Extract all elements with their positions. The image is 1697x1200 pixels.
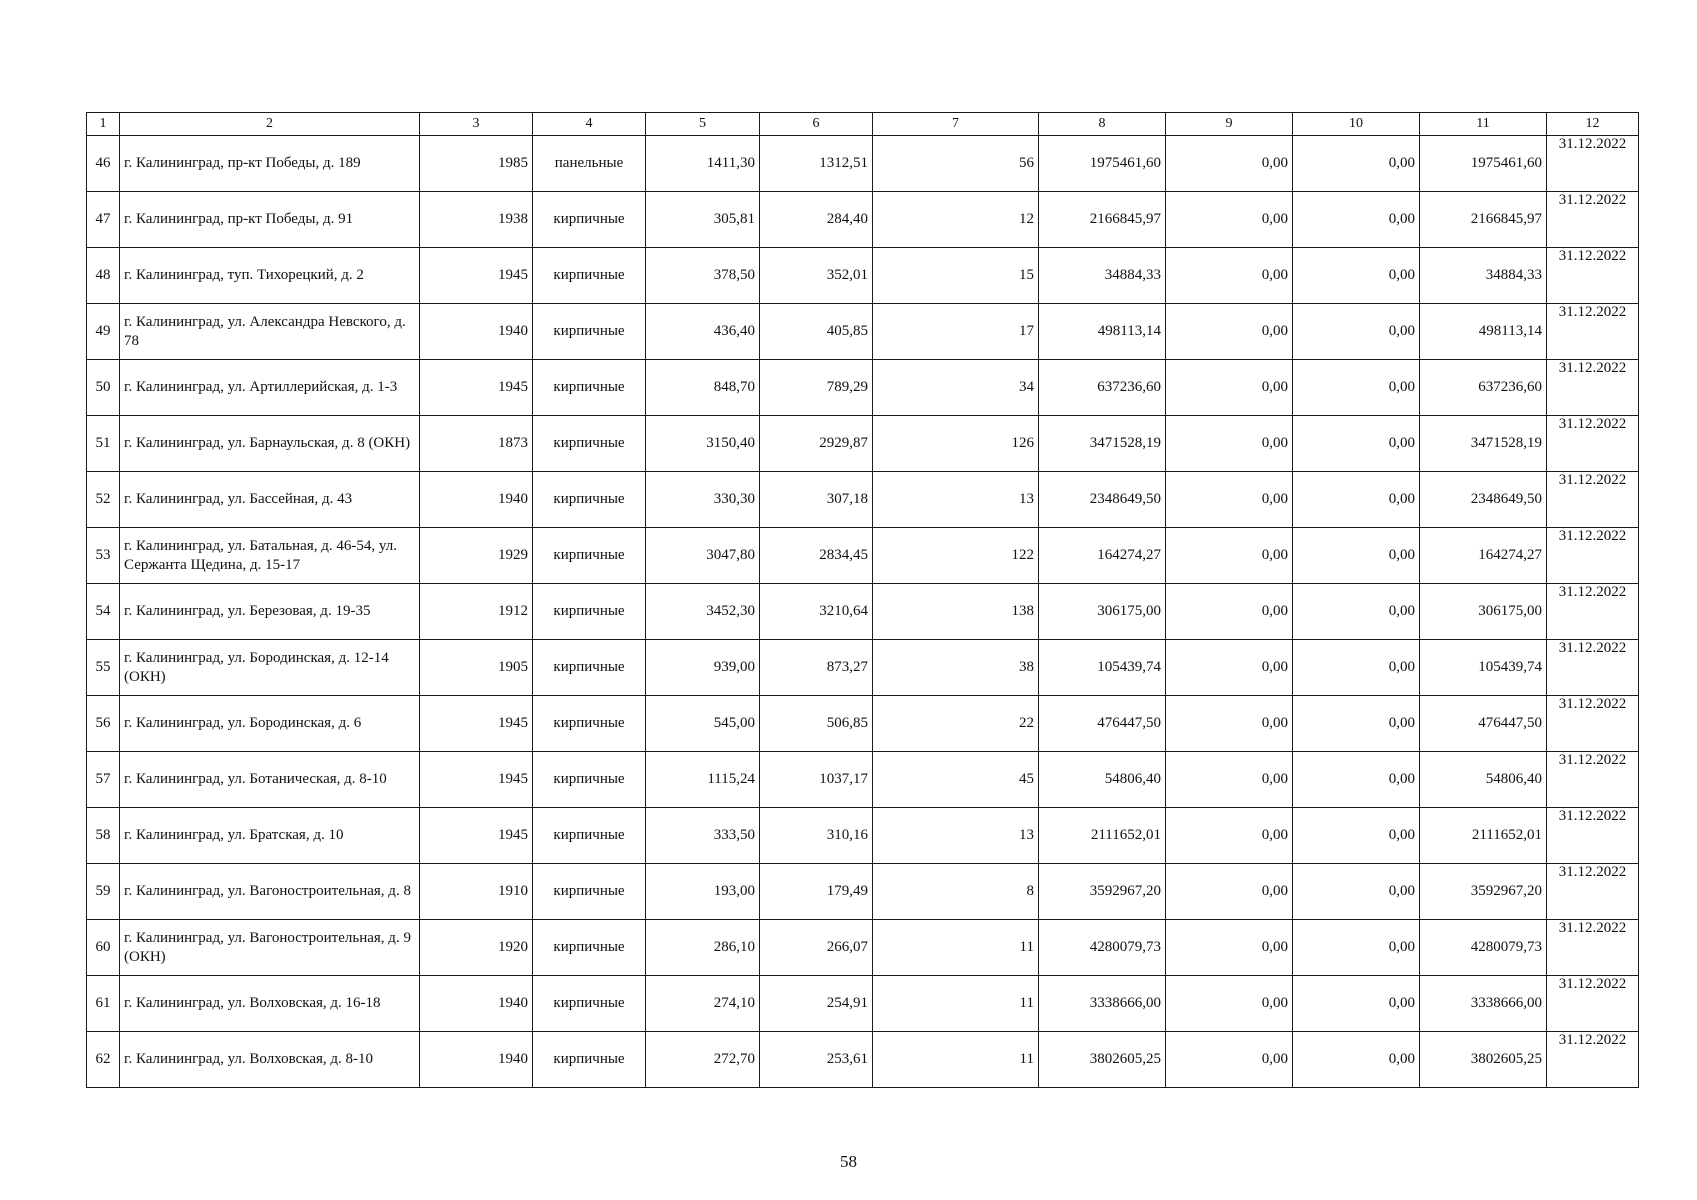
cell-row-number: 50 <box>87 360 120 416</box>
cell-total-area: 330,30 <box>646 472 760 528</box>
cell-wall-material: кирпичные <box>533 640 646 696</box>
cell-total-area: 274,10 <box>646 976 760 1032</box>
cell-cost-owners: 34884,33 <box>1420 248 1547 304</box>
cell-wall-material: кирпичные <box>533 192 646 248</box>
cell-fund-local: 0,00 <box>1293 864 1420 920</box>
cell-completion-date: 31.12.2022 <box>1547 192 1639 248</box>
cell-total-area: 3047,80 <box>646 528 760 584</box>
cell-completion-date: 31.12.2022 <box>1547 360 1639 416</box>
cell-cost-total: 637236,60 <box>1039 360 1166 416</box>
cell-row-number: 53 <box>87 528 120 584</box>
cell-total-area: 939,00 <box>646 640 760 696</box>
cell-total-area: 333,50 <box>646 808 760 864</box>
cell-wall-material: панельные <box>533 136 646 192</box>
cell-fund-regional: 0,00 <box>1166 864 1293 920</box>
column-header-2: 2 <box>120 113 420 136</box>
cell-completion-date: 31.12.2022 <box>1547 864 1639 920</box>
cell-year-built: 1985 <box>420 136 533 192</box>
cell-year-built: 1938 <box>420 192 533 248</box>
cell-year-built: 1920 <box>420 920 533 976</box>
cell-row-number: 47 <box>87 192 120 248</box>
cell-cost-total: 54806,40 <box>1039 752 1166 808</box>
column-header-3: 3 <box>420 113 533 136</box>
cell-year-built: 1945 <box>420 696 533 752</box>
cell-fund-regional: 0,00 <box>1166 416 1293 472</box>
column-header-6: 6 <box>760 113 873 136</box>
cell-residents: 45 <box>873 752 1039 808</box>
table-row <box>87 920 1639 976</box>
cell-fund-local: 0,00 <box>1293 304 1420 360</box>
cell-residents: 11 <box>873 976 1039 1032</box>
cell-residents: 22 <box>873 696 1039 752</box>
cell-living-area: 405,85 <box>760 304 873 360</box>
cell-address: г. Калининград, ул. Бородинская, д. 12-14 (ОКН) <box>120 640 420 696</box>
cell-completion-date: 31.12.2022 <box>1547 696 1639 752</box>
cell-address: г. Калининград, ул. Бородинская, д. 6 <box>120 696 420 752</box>
column-number-header <box>87 113 1639 136</box>
column-header-10: 10 <box>1293 113 1420 136</box>
column-header-7: 7 <box>873 113 1039 136</box>
cell-fund-regional: 0,00 <box>1166 640 1293 696</box>
cell-cost-owners: 3471528,19 <box>1420 416 1547 472</box>
cell-wall-material: кирпичные <box>533 248 646 304</box>
cell-living-area: 266,07 <box>760 920 873 976</box>
cell-fund-regional: 0,00 <box>1166 920 1293 976</box>
cell-fund-regional: 0,00 <box>1166 304 1293 360</box>
cell-year-built: 1945 <box>420 808 533 864</box>
cell-wall-material: кирпичные <box>533 976 646 1032</box>
cell-residents: 15 <box>873 248 1039 304</box>
cell-wall-material: кирпичные <box>533 360 646 416</box>
cell-fund-local: 0,00 <box>1293 808 1420 864</box>
cell-fund-local: 0,00 <box>1293 640 1420 696</box>
cell-address: г. Калининград, ул. Барнаульская, д. 8 (ОКН) <box>120 416 420 472</box>
table-row <box>87 136 1639 192</box>
cell-fund-regional: 0,00 <box>1166 752 1293 808</box>
cell-living-area: 352,01 <box>760 248 873 304</box>
cell-year-built: 1945 <box>420 360 533 416</box>
table-row <box>87 864 1639 920</box>
cell-fund-regional: 0,00 <box>1166 584 1293 640</box>
cell-completion-date: 31.12.2022 <box>1547 304 1639 360</box>
cell-cost-total: 2166845,97 <box>1039 192 1166 248</box>
cell-cost-owners: 498113,14 <box>1420 304 1547 360</box>
cell-living-area: 2929,87 <box>760 416 873 472</box>
cell-completion-date: 31.12.2022 <box>1547 416 1639 472</box>
cell-year-built: 1945 <box>420 248 533 304</box>
cell-cost-owners: 2111652,01 <box>1420 808 1547 864</box>
cell-cost-owners: 2348649,50 <box>1420 472 1547 528</box>
column-header-12: 12 <box>1547 113 1639 136</box>
cell-address: г. Калининград, ул. Вагоностроительная, д. 8 <box>120 864 420 920</box>
cell-year-built: 1945 <box>420 752 533 808</box>
cell-wall-material: кирпичные <box>533 416 646 472</box>
cell-residents: 34 <box>873 360 1039 416</box>
cell-address: г. Калининград, пр-кт Победы, д. 189 <box>120 136 420 192</box>
cell-total-area: 3150,40 <box>646 416 760 472</box>
cell-fund-local: 0,00 <box>1293 920 1420 976</box>
cell-row-number: 55 <box>87 640 120 696</box>
cell-row-number: 61 <box>87 976 120 1032</box>
cell-year-built: 1910 <box>420 864 533 920</box>
cell-wall-material: кирпичные <box>533 304 646 360</box>
cell-completion-date: 31.12.2022 <box>1547 136 1639 192</box>
header-row <box>87 113 1639 136</box>
cell-cost-total: 105439,74 <box>1039 640 1166 696</box>
cell-address: г. Калининград, ул. Бассейная, д. 43 <box>120 472 420 528</box>
cell-completion-date: 31.12.2022 <box>1547 1032 1639 1088</box>
cell-total-area: 3452,30 <box>646 584 760 640</box>
cell-address: г. Калининград, туп. Тихорецкий, д. 2 <box>120 248 420 304</box>
cell-total-area: 545,00 <box>646 696 760 752</box>
cell-total-area: 436,40 <box>646 304 760 360</box>
cell-completion-date: 31.12.2022 <box>1547 976 1639 1032</box>
cell-wall-material: кирпичные <box>533 472 646 528</box>
table-row <box>87 584 1639 640</box>
cell-fund-regional: 0,00 <box>1166 696 1293 752</box>
cell-residents: 122 <box>873 528 1039 584</box>
cell-residents: 8 <box>873 864 1039 920</box>
cell-fund-local: 0,00 <box>1293 1032 1420 1088</box>
cell-wall-material: кирпичные <box>533 528 646 584</box>
column-header-11: 11 <box>1420 113 1547 136</box>
cell-cost-total: 476447,50 <box>1039 696 1166 752</box>
cell-cost-total: 306175,00 <box>1039 584 1166 640</box>
cell-fund-regional: 0,00 <box>1166 360 1293 416</box>
cell-fund-regional: 0,00 <box>1166 808 1293 864</box>
table-row <box>87 304 1639 360</box>
cell-fund-local: 0,00 <box>1293 248 1420 304</box>
housing-register-table <box>86 112 1639 1088</box>
table-row <box>87 528 1639 584</box>
cell-wall-material: кирпичные <box>533 584 646 640</box>
table-row <box>87 808 1639 864</box>
cell-cost-total: 2111652,01 <box>1039 808 1166 864</box>
cell-cost-total: 3592967,20 <box>1039 864 1166 920</box>
cell-address: г. Калининград, ул. Волховская, д. 8-10 <box>120 1032 420 1088</box>
cell-row-number: 56 <box>87 696 120 752</box>
cell-fund-regional: 0,00 <box>1166 248 1293 304</box>
column-header-4: 4 <box>533 113 646 136</box>
cell-cost-owners: 306175,00 <box>1420 584 1547 640</box>
cell-row-number: 60 <box>87 920 120 976</box>
cell-completion-date: 31.12.2022 <box>1547 584 1639 640</box>
cell-fund-local: 0,00 <box>1293 192 1420 248</box>
cell-cost-owners: 476447,50 <box>1420 696 1547 752</box>
table-row <box>87 192 1639 248</box>
cell-fund-local: 0,00 <box>1293 360 1420 416</box>
table-row <box>87 416 1639 472</box>
cell-cost-total: 1975461,60 <box>1039 136 1166 192</box>
cell-cost-total: 498113,14 <box>1039 304 1166 360</box>
cell-wall-material: кирпичные <box>533 864 646 920</box>
cell-completion-date: 31.12.2022 <box>1547 808 1639 864</box>
cell-year-built: 1873 <box>420 416 533 472</box>
cell-row-number: 59 <box>87 864 120 920</box>
cell-row-number: 48 <box>87 248 120 304</box>
cell-address: г. Калининград, ул. Артиллерийская, д. 1-3 <box>120 360 420 416</box>
cell-wall-material: кирпичные <box>533 752 646 808</box>
table-row <box>87 360 1639 416</box>
cell-address: г. Калининград, пр-кт Победы, д. 91 <box>120 192 420 248</box>
table-body <box>87 136 1639 1088</box>
cell-fund-local: 0,00 <box>1293 976 1420 1032</box>
cell-row-number: 51 <box>87 416 120 472</box>
cell-living-area: 179,49 <box>760 864 873 920</box>
cell-fund-regional: 0,00 <box>1166 136 1293 192</box>
cell-cost-owners: 2166845,97 <box>1420 192 1547 248</box>
cell-completion-date: 31.12.2022 <box>1547 528 1639 584</box>
cell-total-area: 1411,30 <box>646 136 760 192</box>
table-row <box>87 248 1639 304</box>
cell-completion-date: 31.12.2022 <box>1547 752 1639 808</box>
cell-year-built: 1940 <box>420 1032 533 1088</box>
cell-wall-material: кирпичные <box>533 696 646 752</box>
cell-residents: 12 <box>873 192 1039 248</box>
cell-living-area: 506,85 <box>760 696 873 752</box>
cell-year-built: 1912 <box>420 584 533 640</box>
cell-total-area: 305,81 <box>646 192 760 248</box>
table-row <box>87 976 1639 1032</box>
cell-year-built: 1929 <box>420 528 533 584</box>
cell-completion-date: 31.12.2022 <box>1547 640 1639 696</box>
cell-fund-local: 0,00 <box>1293 584 1420 640</box>
cell-wall-material: кирпичные <box>533 920 646 976</box>
cell-cost-total: 2348649,50 <box>1039 472 1166 528</box>
cell-living-area: 3210,64 <box>760 584 873 640</box>
column-header-9: 9 <box>1166 113 1293 136</box>
cell-cost-owners: 4280079,73 <box>1420 920 1547 976</box>
cell-row-number: 57 <box>87 752 120 808</box>
cell-cost-total: 3802605,25 <box>1039 1032 1166 1088</box>
cell-cost-owners: 637236,60 <box>1420 360 1547 416</box>
cell-fund-local: 0,00 <box>1293 752 1420 808</box>
cell-residents: 126 <box>873 416 1039 472</box>
cell-row-number: 49 <box>87 304 120 360</box>
cell-fund-local: 0,00 <box>1293 416 1420 472</box>
cell-wall-material: кирпичные <box>533 1032 646 1088</box>
cell-row-number: 52 <box>87 472 120 528</box>
cell-fund-regional: 0,00 <box>1166 528 1293 584</box>
cell-living-area: 253,61 <box>760 1032 873 1088</box>
cell-address: г. Калининград, ул. Вагоностроительная, д. 9 (ОКН) <box>120 920 420 976</box>
cell-fund-regional: 0,00 <box>1166 976 1293 1032</box>
cell-address: г. Калининград, ул. Александра Невского, д. 78 <box>120 304 420 360</box>
cell-living-area: 1312,51 <box>760 136 873 192</box>
cell-year-built: 1905 <box>420 640 533 696</box>
cell-total-area: 378,50 <box>646 248 760 304</box>
cell-fund-regional: 0,00 <box>1166 192 1293 248</box>
cell-cost-owners: 3338666,00 <box>1420 976 1547 1032</box>
cell-fund-regional: 0,00 <box>1166 472 1293 528</box>
cell-wall-material: кирпичные <box>533 808 646 864</box>
cell-total-area: 848,70 <box>646 360 760 416</box>
column-header-8: 8 <box>1039 113 1166 136</box>
table-row <box>87 1032 1639 1088</box>
cell-residents: 13 <box>873 808 1039 864</box>
cell-total-area: 193,00 <box>646 864 760 920</box>
cell-cost-total: 34884,33 <box>1039 248 1166 304</box>
cell-total-area: 272,70 <box>646 1032 760 1088</box>
cell-living-area: 1037,17 <box>760 752 873 808</box>
cell-residents: 38 <box>873 640 1039 696</box>
cell-address: г. Калининград, ул. Батальная, д. 46-54, ул. Сержанта Щедина, д. 15-17 <box>120 528 420 584</box>
cell-fund-regional: 0,00 <box>1166 1032 1293 1088</box>
cell-residents: 56 <box>873 136 1039 192</box>
cell-cost-owners: 3802605,25 <box>1420 1032 1547 1088</box>
cell-cost-owners: 3592967,20 <box>1420 864 1547 920</box>
cell-cost-total: 3338666,00 <box>1039 976 1166 1032</box>
table-row <box>87 472 1639 528</box>
cell-completion-date: 31.12.2022 <box>1547 472 1639 528</box>
cell-residents: 13 <box>873 472 1039 528</box>
cell-address: г. Калининград, ул. Волховская, д. 16-18 <box>120 976 420 1032</box>
cell-year-built: 1940 <box>420 472 533 528</box>
cell-residents: 11 <box>873 1032 1039 1088</box>
cell-completion-date: 31.12.2022 <box>1547 248 1639 304</box>
page-number: 58 <box>840 1152 857 1171</box>
cell-total-area: 286,10 <box>646 920 760 976</box>
table-row <box>87 696 1639 752</box>
table-row <box>87 640 1639 696</box>
cell-living-area: 789,29 <box>760 360 873 416</box>
cell-cost-owners: 54806,40 <box>1420 752 1547 808</box>
cell-living-area: 310,16 <box>760 808 873 864</box>
cell-year-built: 1940 <box>420 304 533 360</box>
cell-cost-total: 164274,27 <box>1039 528 1166 584</box>
cell-row-number: 54 <box>87 584 120 640</box>
cell-address: г. Калининград, ул. Березовая, д. 19-35 <box>120 584 420 640</box>
cell-living-area: 2834,45 <box>760 528 873 584</box>
cell-fund-local: 0,00 <box>1293 528 1420 584</box>
cell-year-built: 1940 <box>420 976 533 1032</box>
cell-address: г. Калининград, ул. Ботаническая, д. 8-10 <box>120 752 420 808</box>
column-header-1: 1 <box>87 113 120 136</box>
cell-cost-total: 3471528,19 <box>1039 416 1166 472</box>
cell-cost-owners: 105439,74 <box>1420 640 1547 696</box>
column-header-5: 5 <box>646 113 760 136</box>
cell-fund-local: 0,00 <box>1293 696 1420 752</box>
cell-residents: 138 <box>873 584 1039 640</box>
cell-living-area: 284,40 <box>760 192 873 248</box>
cell-address: г. Калининград, ул. Братская, д. 10 <box>120 808 420 864</box>
cell-completion-date: 31.12.2022 <box>1547 920 1639 976</box>
table-row <box>87 752 1639 808</box>
cell-row-number: 46 <box>87 136 120 192</box>
cell-fund-local: 0,00 <box>1293 136 1420 192</box>
document-sheet <box>86 112 1638 1088</box>
cell-living-area: 254,91 <box>760 976 873 1032</box>
cell-row-number: 62 <box>87 1032 120 1088</box>
cell-living-area: 873,27 <box>760 640 873 696</box>
cell-row-number: 58 <box>87 808 120 864</box>
cell-cost-owners: 1975461,60 <box>1420 136 1547 192</box>
cell-cost-total: 4280079,73 <box>1039 920 1166 976</box>
cell-cost-owners: 164274,27 <box>1420 528 1547 584</box>
cell-fund-local: 0,00 <box>1293 472 1420 528</box>
cell-living-area: 307,18 <box>760 472 873 528</box>
cell-residents: 11 <box>873 920 1039 976</box>
cell-residents: 17 <box>873 304 1039 360</box>
cell-total-area: 1115,24 <box>646 752 760 808</box>
